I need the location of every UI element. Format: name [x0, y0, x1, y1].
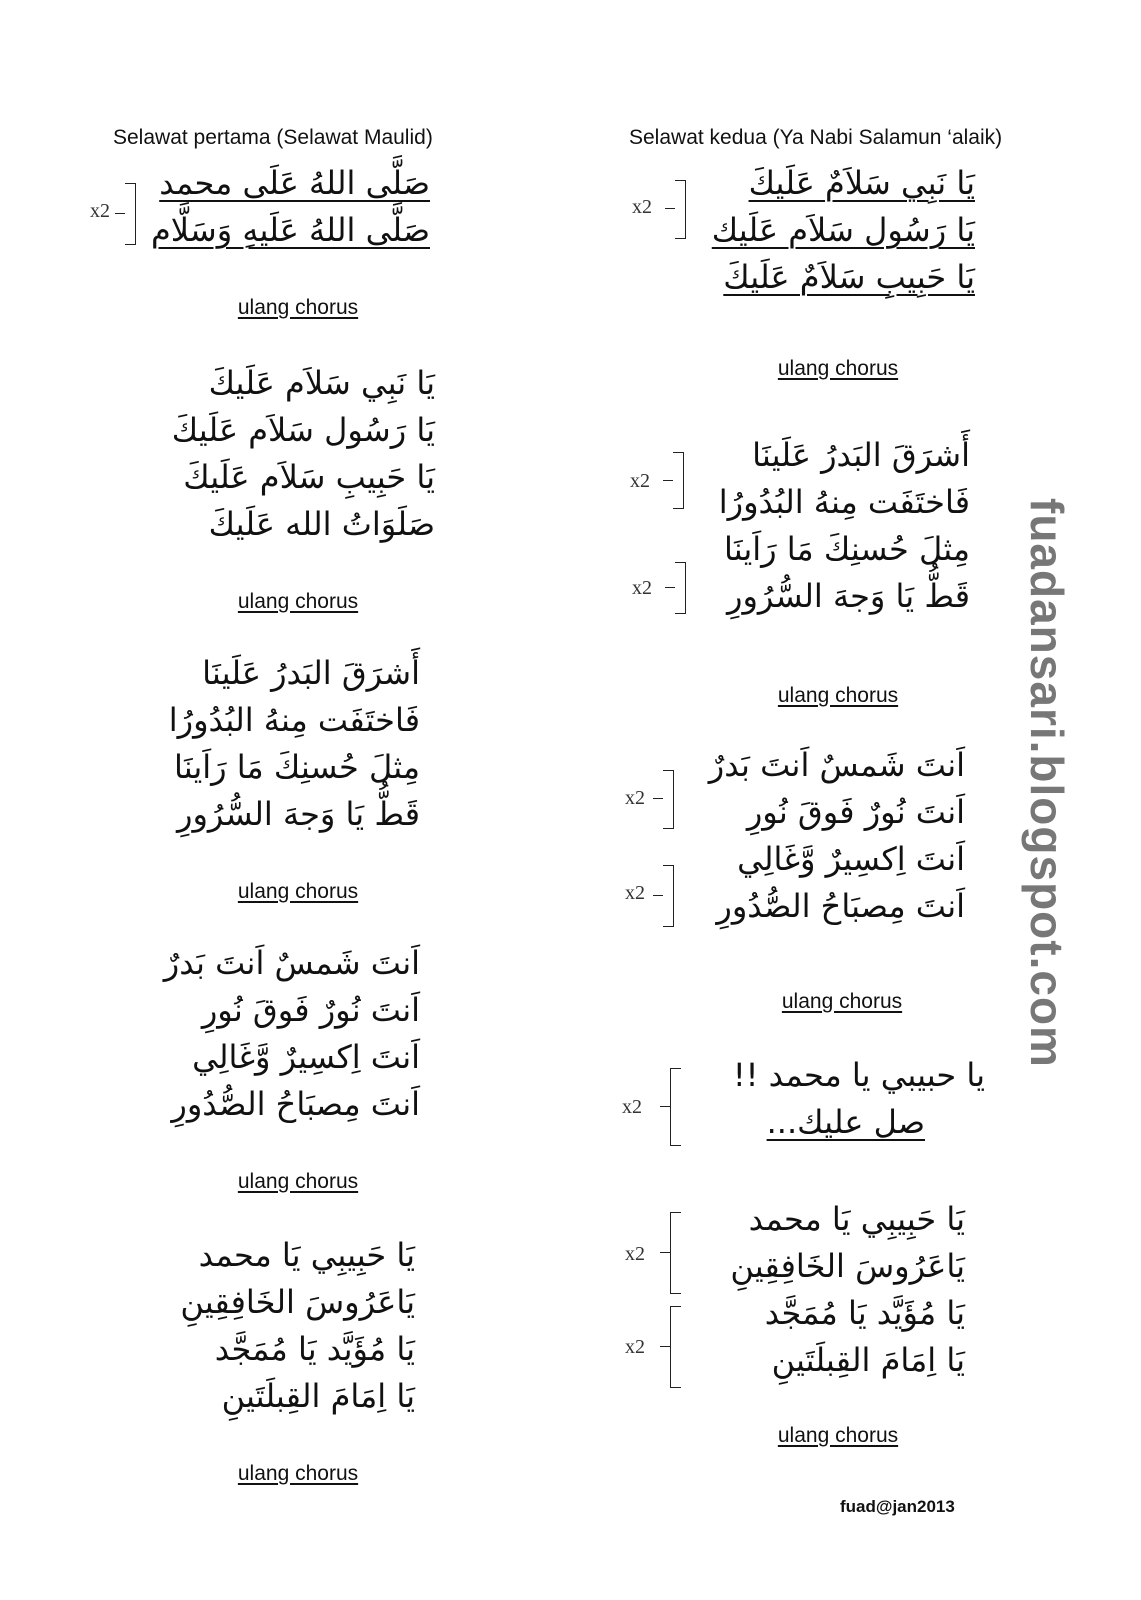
repeat-label: x2 [622, 1096, 642, 1118]
right-title: Selawat kedua (Ya Nabi Salamun ‘alaik) [629, 126, 1003, 149]
repeat-bracket [670, 1306, 681, 1388]
left-chorus-line: صَلَّى اللهُ عَلَيهِ وَسَلَّام [150, 211, 430, 249]
repeat-label: x2 [630, 470, 650, 492]
left-ulang-chorus-4: ulang chorus [237, 1170, 359, 1193]
right-verse-2 [690, 742, 965, 930]
verse-line: اَنتَ شَمسٌ اَنتَ بَدرٌ [163, 944, 420, 982]
verse-line: صل عليك... [766, 1103, 925, 1141]
left-ulang-chorus-1: ulang chorus [237, 296, 359, 319]
repeat-bracket [670, 1212, 681, 1294]
right-verse-4 [690, 1196, 965, 1384]
verse-line: يَا حَبِيبِي يَا محمد [748, 1200, 965, 1238]
right-chorus-bracket [675, 180, 686, 239]
verse-line: صَلَوَاتُ الله عَلَيكَ [208, 505, 435, 543]
verse-line: يَا مُؤَيَّد يَا مُمَجَّد [764, 1294, 965, 1332]
verse-line: يَاعَرُوسَ الخَافِقِينِ [180, 1283, 415, 1321]
repeat-label: x2 [625, 882, 645, 904]
repeat-label: x2 [632, 577, 652, 599]
verse-line: اَنتَ اِكسِيرٌ وَّغَالِي [192, 1038, 420, 1076]
right-chorus-line: يَا نَبِي سَلاَمٌ عَلَيكَ [748, 164, 975, 202]
left-chorus-line: صَلَّى اللهُ عَلَى محمد [159, 164, 430, 202]
right-chorus-line: يَا رَسُول سَلاَم عَلَيك [711, 211, 975, 249]
left-chorus [140, 160, 430, 254]
verse-line: مِثلَ حُسنِكَ مَا رَاَينَا [723, 530, 970, 568]
verse-line: قَطُّ يَا وَجهَ السُّرُورِ [727, 577, 970, 615]
verse-line: أَشرَقَ البَدرُ عَلَينَا [202, 654, 420, 692]
verse-line: اَنتَ نُورٌ فَوقَ نُورِ [746, 793, 965, 831]
right-ulang-chorus-2: ulang chorus [777, 684, 899, 707]
repeat-bracket [670, 1068, 681, 1146]
signature: fuad@jan2013 [840, 1497, 955, 1516]
verse-line: يَا نَبِي سَلاَم عَلَيكَ [208, 364, 435, 402]
verse-line: يَا اِمَامَ القِبلَتَينِ [771, 1341, 965, 1379]
verse-line: اَنتَ نُورٌ فَوقَ نُورِ [201, 991, 420, 1029]
left-ulang-chorus-3: ulang chorus [237, 880, 359, 903]
verse-line: فَاختَفَت مِنهُ البُدُورُا [718, 483, 970, 521]
repeat-label: x2 [625, 1336, 645, 1358]
right-verse-1 [690, 432, 970, 620]
right-chorus-line: يَا حَبِيبِ سَلاَمٌ عَلَيكَ [723, 258, 975, 296]
verse-line: يَاعَرُوسَ الخَافِقِينِ [730, 1247, 965, 1285]
right-verse-3 [690, 1052, 985, 1146]
verse-line: اَنتَ مِصبَاحُ الصُّدُورِ [171, 1085, 420, 1123]
verse-line: يا حبيبي يا محمد !! [732, 1056, 985, 1094]
verse-line: يَا مُؤَيَّد يَا مُمَجَّد [214, 1330, 415, 1368]
left-verse-4 [140, 1232, 415, 1420]
verse-line: يَا حَبِيبِ سَلاَم عَلَيكَ [183, 458, 435, 496]
left-ulang-chorus-5: ulang chorus [237, 1462, 359, 1485]
verse-line: يَا حَبِيبِي يَا محمد [198, 1236, 415, 1274]
repeat-label: x2 [625, 1243, 645, 1265]
verse-line: فَاختَفَت مِنهُ البُدُورُا [168, 701, 420, 739]
verse-line: يَا رَسُول سَلاَم عَلَيكَ [171, 411, 435, 449]
left-verse-3 [120, 940, 420, 1128]
left-chorus-bracket [125, 183, 136, 245]
repeat-bracket [673, 452, 684, 509]
repeat-bracket [675, 562, 686, 614]
right-chorus-repeat: x2 [632, 196, 652, 218]
left-chorus-repeat: x2 [90, 200, 110, 222]
right-ulang-chorus-3: ulang chorus [781, 990, 903, 1013]
right-ulang-chorus-1: ulang chorus [777, 357, 899, 380]
verse-line: مِثلَ حُسنِكَ مَا رَاَينَا [173, 748, 420, 786]
left-ulang-chorus-2: ulang chorus [237, 590, 359, 613]
left-verse-2 [120, 650, 420, 838]
left-verse-1 [120, 360, 435, 548]
left-title: Selawat pertama (Selawat Maulid) [113, 126, 433, 149]
verse-line: أَشرَقَ البَدرُ عَلَينَا [752, 436, 970, 474]
watermark: fuadansari.blogspot.com [1021, 498, 1073, 1068]
repeat-label: x2 [625, 787, 645, 809]
verse-line: قَطُّ يَا وَجهَ السُّرُورِ [177, 795, 420, 833]
verse-line: اَنتَ مِصبَاحُ الصُّدُورِ [716, 887, 965, 925]
verse-line: اَنتَ شَمسٌ اَنتَ بَدرٌ [708, 746, 965, 784]
right-ulang-chorus-4: ulang chorus [777, 1424, 899, 1447]
repeat-bracket [663, 865, 674, 927]
verse-line: يَا اِمَامَ القِبلَتَينِ [221, 1377, 415, 1415]
verse-line: اَنتَ اِكسِيرٌ وَّغَالِي [737, 840, 965, 878]
right-chorus [690, 160, 975, 301]
repeat-bracket [663, 770, 674, 829]
